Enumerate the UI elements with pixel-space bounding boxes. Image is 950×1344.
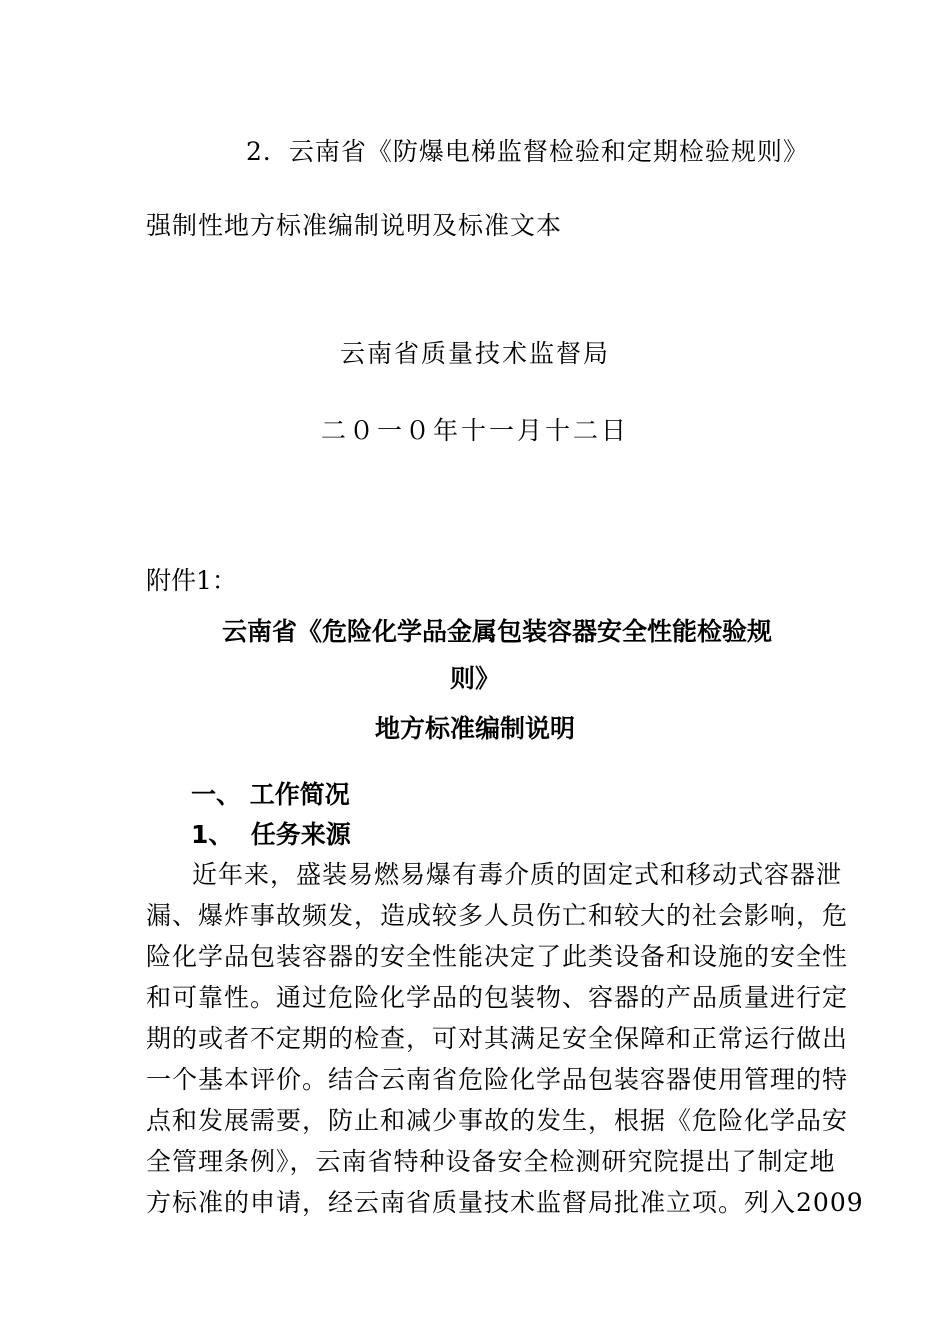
attachment-subtitle: 地方标准编制说明	[374, 714, 575, 743]
header-line-2: 强制性地方标准编制说明及标准文本	[146, 211, 563, 240]
paragraph-line: 方标准的申请，经云南省质量技术监督局批准立项。列入2009	[146, 1188, 864, 1217]
attachment-title-line-1: 云南省《危险化学品金属包装容器安全性能检验规	[222, 617, 773, 646]
paragraph-line: 和可靠性。通过危险化学品的包装物、容器的产品质量进行定	[146, 983, 849, 1012]
paragraph-line: 一个基本评价。结合云南省危险化学品包装容器使用管理的特	[146, 1065, 849, 1094]
paragraph-line: 漏、爆炸事故频发，造成较多人员伤亡和较大的社会影响，危	[146, 901, 849, 930]
issue-date: 二０一０年十一月十二日	[320, 416, 629, 445]
attachment-title-line-2: 则》	[449, 664, 500, 693]
paragraph-line: 近年来，盛装易燃易爆有毒介质的固定式和移动式容器泄	[192, 860, 843, 889]
paragraph-line: 全管理条例》，云南省特种设备安全检测研究院提出了制定地	[146, 1147, 836, 1176]
paragraph-line: 险化学品包装容器的安全性能决定了此类设备和设施的安全性	[146, 942, 849, 971]
header-line-1: 2．云南省《防爆电梯监督检验和定期检验规则》	[246, 137, 809, 166]
section-heading: 一、 工作简况	[191, 780, 350, 809]
issuer: 云南省质量技术监督局	[339, 339, 610, 368]
section-subheading: 1、 任务来源	[191, 820, 351, 849]
paragraph-line: 点和发展需要，防止和减少事故的发生，根据《危险化学品安	[146, 1106, 849, 1135]
attachment-label: 附件1：	[146, 566, 237, 595]
paragraph-line: 期的或者不定期的检查，可对其满足安全保障和正常运行做出	[146, 1024, 849, 1053]
